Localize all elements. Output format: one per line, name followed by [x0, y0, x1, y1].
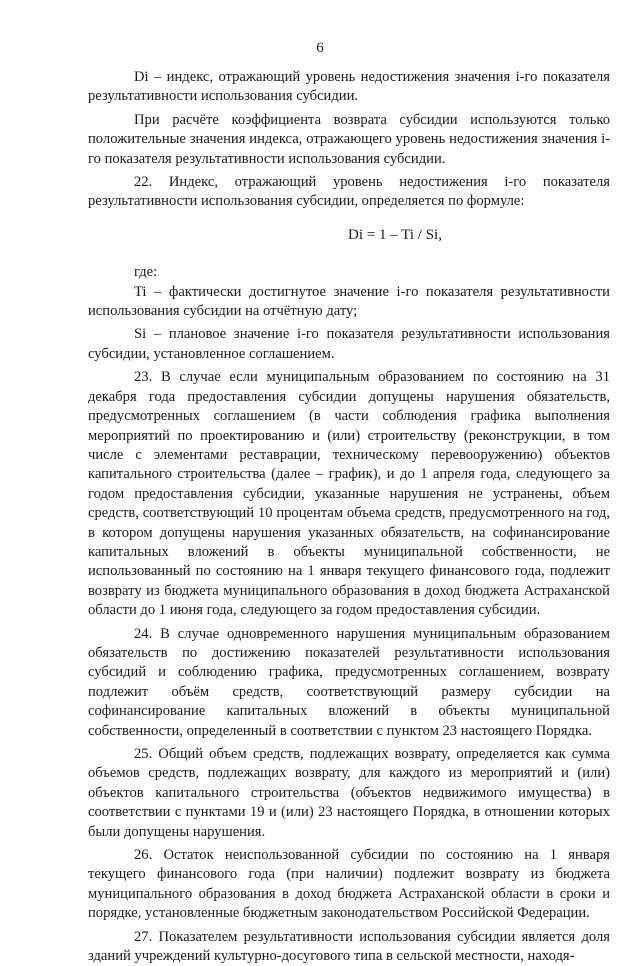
paragraph-si-definition: Si – плановое значение i-го показателя результативности использования субсидии, установленное соглашением.	[88, 326, 610, 362]
paragraph-27: 27. Показателем результативности использования субсидии является доля зданий учреждений культурно-досугового типа в сельской местности, находя-	[88, 928, 610, 965]
paragraph-25: 25. Общий объем средств, подлежащих возврату, определяется как сумма объемов средств, подлежащих возврату, для каждого из мероприятий и (или) объектов капитального строительства (объектов недвижимого имущества) в соответствии с пунктами 19 и (или) 23 настоящего Порядка, в отношении которых были допущены нарушения.	[88, 746, 610, 840]
paragraph-24: 24. В случае одновременного нарушения муниципальным образованием обязательств по достижению показателей результативности использования субсидий и соблюдению графика, предусмотренных соглашением, возврату подлежит объём средств, соответствующий размеру субсидии на софинансирование капитальных вложений в объекты муниципальной собственности, определенный в соответствии с пунктом 23 настоящего Порядка.	[88, 625, 610, 739]
paragraph-22: 22. Индекс, отражающий уровень недостижения i-го показателя результативности использования субсидии, определяется по формуле:	[88, 174, 610, 210]
formula: Di = 1 – Ti / Si,	[348, 226, 442, 243]
paragraph-23: 23. В случае если муниципальным образованием по состоянию на 31 декабря года предоставления субсидии допущены нарушения обязательств, предусмотренных соглашением (в части соблюдения графика выполнения мероприятий по проектированию и (или) строительству (реконструкции, в том числе с элементами реставрации, техническому перевооружению) объектов капитального строительства (далее – график), и до 1 апреля года, следующего за годом предоставления субсидии, указанные нарушения не устранены, объем средств, соответствующий 10 процентам объема средств, предусмотренного на год, в котором допущены нарушения указанных обязательств, на софинансирование капитальных вложений в объекты муниципальной собственности, не использованный по состоянию на 1 января текущего финансового года, подлежит возврату из бюджета муниципального образования в доход бюджета Астраханской области до 1 июня года, следующего за годом предоставления субсидии.	[88, 369, 610, 619]
paragraph-positive-values: При расчёте коэффициента возврата субсидии используются только положительные значения индекса, отражающего уровень недостижения значения i-го показателя результативности использования субсидии.	[88, 111, 610, 167]
paragraph-di-definition: Di – индекс, отражающий уровень недостижения значения i-го показателя результативности использования субсидии.	[88, 69, 610, 105]
document-body	[88, 68, 610, 966]
paragraph-26: 26. Остаток неиспользованной субсидии по состоянию на 1 января текущего финансового года (при наличии) подлежит возврату из бюджета муниципального образования в доход бюджета Астраханской области в сроки и порядке, установленные бюджетным законодательством Российской Федерации.	[88, 847, 610, 922]
paragraph-where: где:	[134, 264, 158, 281]
paragraph-ti-definition: Ti – фактически достигнутое значение i-го показателя результативности использования субсидии на отчётную дату;	[88, 283, 610, 320]
page-number: 6	[316, 40, 324, 56]
